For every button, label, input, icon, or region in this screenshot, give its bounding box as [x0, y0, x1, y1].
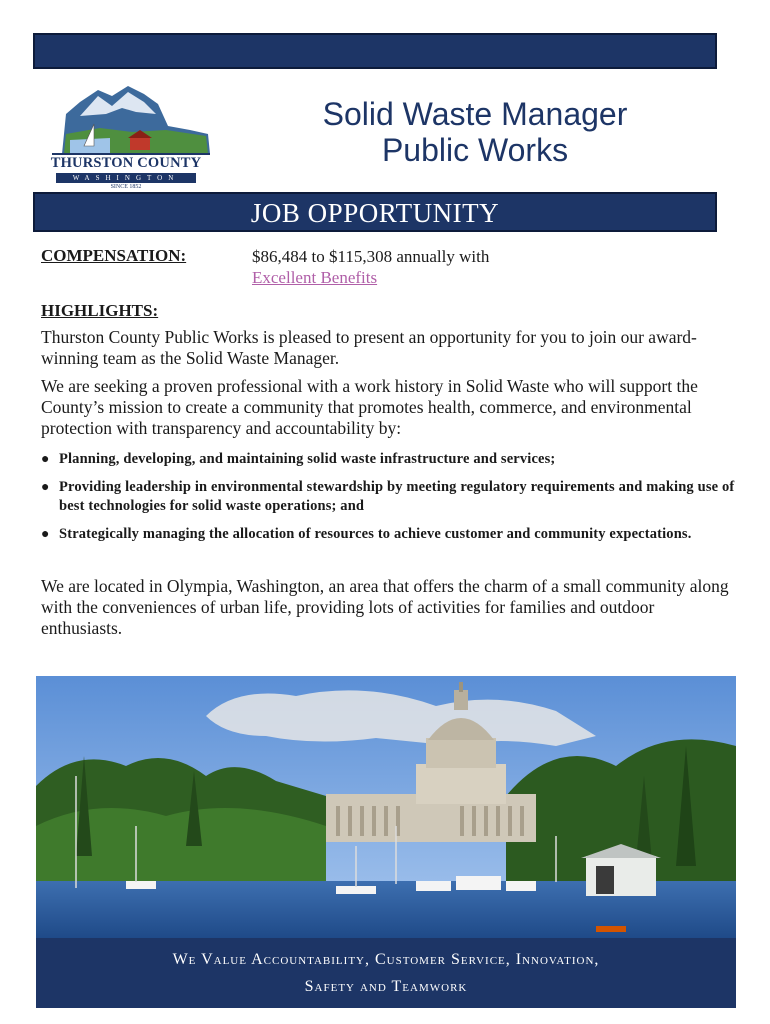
values-line-1: We Value Accountability, Customer Service, Innovation, [172, 951, 600, 968]
title-line-2: Public Works [381, 132, 569, 168]
logo-county-name: THURSTON COUNTY [50, 155, 202, 171]
page-title [260, 96, 690, 168]
list-item-text: Planning, developing, and maintaining solid waste infrastructure and services; [59, 451, 556, 467]
logo-since: SINCE 1852 [110, 184, 142, 190]
seeking-paragraph: We are seeking a proven professional with a work history in Solid Waste who will support the County’s mission to create a community that promotes health, commerce, and environmental protection with transparency and accountability by: [41, 376, 698, 438]
bullet-icon: ● [41, 452, 50, 467]
values-line-2: Safety and Teamwork [304, 978, 468, 995]
highlights-heading: HIGHLIGHTS: [41, 301, 159, 320]
job-opportunity-banner: JOB OPPORTUNITY [33, 192, 717, 232]
list-item-text: Strategically managing the allocation of resources to achieve customer and community expectations. [59, 526, 692, 542]
responsibility-list [41, 450, 741, 553]
list-item [41, 478, 741, 516]
salary-range: $86,484 to $115,308 annually with [252, 247, 490, 266]
list-item-text: Providing leadership in environmental stewardship by meeting regulatory requirements and making use of best technologies for solid waste operations; and [59, 479, 735, 514]
capitol-harbor-photo [36, 676, 736, 938]
location-paragraph: We are located in Olympia, Washington, an area that offers the charm of a small community along with the conveniences of urban life, providing lots of activities for families and outdoor enthusiasts. [41, 576, 729, 638]
title-line-1: Solid Waste Manager [322, 96, 628, 132]
bullet-icon: ● [41, 480, 50, 495]
compensation-label [41, 246, 186, 266]
logo-text [42, 155, 210, 190]
list-item [41, 525, 741, 544]
intro-paragraph: Thurston County Public Works is pleased to present an opportunity for you to join our award-winning team as the Solid Waste Manager. [41, 327, 697, 368]
top-banner-bar [33, 33, 717, 69]
list-item [41, 450, 741, 469]
values-footer [36, 938, 736, 1008]
logo-state-name: WASHINGTON [56, 173, 196, 183]
bullet-icon: ● [41, 527, 50, 542]
compensation-label-text: COMPENSATION [41, 246, 181, 265]
compensation-value [252, 246, 489, 288]
compensation-colon: : [180, 246, 187, 265]
excellent-benefits-link[interactable]: Excellent Benefits [252, 268, 378, 287]
